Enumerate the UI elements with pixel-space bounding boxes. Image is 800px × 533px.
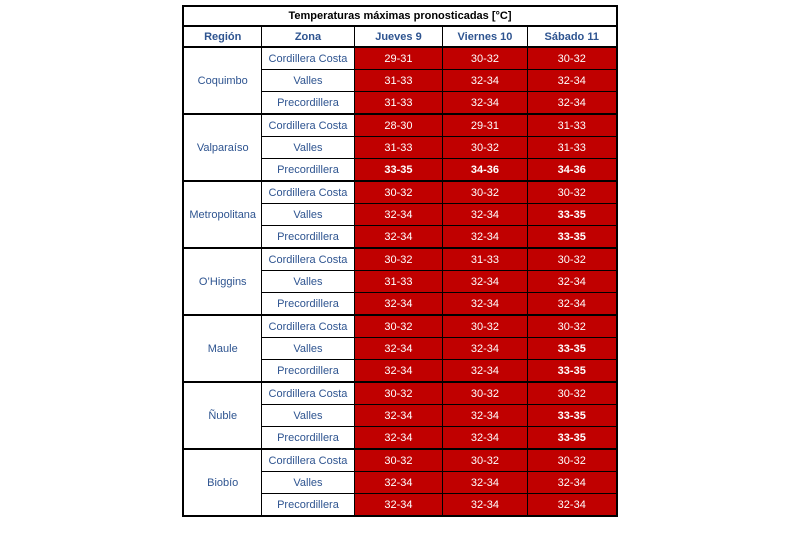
zone-cell: Cordillera Costa xyxy=(261,315,354,338)
temp-cell: 30-32 xyxy=(354,449,442,472)
temp-cell: 30-32 xyxy=(527,181,616,204)
temp-cell: 32-34 xyxy=(354,405,442,427)
temp-cell: 28-30 xyxy=(354,114,442,137)
zone-cell: Valles xyxy=(261,137,354,159)
zone-cell: Cordillera Costa xyxy=(261,47,354,70)
temp-cell: 32-34 xyxy=(442,338,527,360)
zone-cell: Cordillera Costa xyxy=(261,248,354,271)
temp-cell: 32-34 xyxy=(527,472,616,494)
temp-cell: 30-32 xyxy=(442,315,527,338)
temp-cell: 30-32 xyxy=(354,248,442,271)
temp-cell: 32-34 xyxy=(442,226,527,249)
zone-cell: Cordillera Costa xyxy=(261,449,354,472)
region-cell: Ñuble xyxy=(183,382,261,449)
temp-cell: 30-32 xyxy=(527,248,616,271)
region-cell: Biobío xyxy=(183,449,261,516)
temp-cell: 32-34 xyxy=(354,494,442,517)
temp-cell: 32-34 xyxy=(354,472,442,494)
table-row xyxy=(183,47,616,70)
temp-cell: 31-33 xyxy=(527,137,616,159)
temp-cell: 31-33 xyxy=(354,70,442,92)
zone-cell: Precordillera xyxy=(261,360,354,383)
temp-cell: 32-34 xyxy=(442,472,527,494)
region-cell: Metropolitana xyxy=(183,181,261,248)
region-cell: Maule xyxy=(183,315,261,382)
temp-cell: 29-31 xyxy=(442,114,527,137)
temp-cell: 29-31 xyxy=(354,47,442,70)
temp-cell: 32-34 xyxy=(442,204,527,226)
temp-cell: 30-32 xyxy=(527,449,616,472)
temp-cell: 30-32 xyxy=(527,47,616,70)
temp-cell: 32-34 xyxy=(527,494,616,517)
temp-cell: 32-34 xyxy=(442,360,527,383)
temp-cell: 33-35 xyxy=(527,405,616,427)
column-header-viernes10: Viernes 10 xyxy=(442,26,527,47)
temp-cell: 32-34 xyxy=(527,271,616,293)
table-row xyxy=(183,449,616,472)
zone-cell: Precordillera xyxy=(261,494,354,517)
table-row xyxy=(183,181,616,204)
column-header-sabado11: Sábado 11 xyxy=(527,26,616,47)
temp-cell: 33-35 xyxy=(527,204,616,226)
zone-cell: Cordillera Costa xyxy=(261,114,354,137)
temp-cell: 30-32 xyxy=(442,137,527,159)
temp-cell: 32-34 xyxy=(527,92,616,115)
column-header-region: Región xyxy=(183,26,261,47)
zone-cell: Precordillera xyxy=(261,226,354,249)
temp-cell: 32-34 xyxy=(354,293,442,316)
zone-cell: Precordillera xyxy=(261,92,354,115)
temp-cell: 31-33 xyxy=(442,248,527,271)
zone-cell: Precordillera xyxy=(261,293,354,316)
zone-cell: Cordillera Costa xyxy=(261,382,354,405)
zone-cell: Valles xyxy=(261,405,354,427)
temp-cell: 30-32 xyxy=(527,382,616,405)
region-cell: Valparaíso xyxy=(183,114,261,181)
temp-cell: 32-34 xyxy=(354,360,442,383)
temp-cell: 31-33 xyxy=(354,92,442,115)
temp-cell: 33-35 xyxy=(527,338,616,360)
table-row xyxy=(183,315,616,338)
table-row xyxy=(183,382,616,405)
temp-cell: 30-32 xyxy=(442,47,527,70)
table-row xyxy=(183,114,616,137)
table-title-row xyxy=(183,6,616,26)
table-row xyxy=(183,248,616,271)
forecast-table xyxy=(182,5,617,517)
zone-cell: Valles xyxy=(261,70,354,92)
temp-cell: 33-35 xyxy=(354,159,442,182)
temp-cell: 32-34 xyxy=(442,427,527,450)
temp-cell: 32-34 xyxy=(354,204,442,226)
temp-cell: 31-33 xyxy=(354,271,442,293)
zone-cell: Valles xyxy=(261,204,354,226)
temp-cell: 32-34 xyxy=(527,70,616,92)
temp-cell: 33-35 xyxy=(527,427,616,450)
zone-cell: Valles xyxy=(261,472,354,494)
temp-cell: 32-34 xyxy=(354,338,442,360)
temp-cell: 34-36 xyxy=(442,159,527,182)
temp-cell: 30-32 xyxy=(354,382,442,405)
temp-cell: 31-33 xyxy=(527,114,616,137)
zone-cell: Valles xyxy=(261,338,354,360)
temp-cell: 30-32 xyxy=(442,449,527,472)
temp-cell: 34-36 xyxy=(527,159,616,182)
temp-cell: 30-32 xyxy=(354,181,442,204)
temp-cell: 32-34 xyxy=(442,293,527,316)
temp-cell: 31-33 xyxy=(354,137,442,159)
temp-cell: 33-35 xyxy=(527,360,616,383)
column-header-zone: Zona xyxy=(261,26,354,47)
table-title: Temperaturas máximas pronosticadas [°C] xyxy=(183,6,616,26)
temp-cell: 32-34 xyxy=(442,92,527,115)
zone-cell: Valles xyxy=(261,271,354,293)
temp-cell: 32-34 xyxy=(442,70,527,92)
temp-cell: 32-34 xyxy=(442,271,527,293)
temp-cell: 32-34 xyxy=(354,427,442,450)
temp-cell: 32-34 xyxy=(354,226,442,249)
temp-cell: 33-35 xyxy=(527,226,616,249)
temp-cell: 30-32 xyxy=(442,181,527,204)
region-cell: Coquimbo xyxy=(183,47,261,114)
temp-cell: 32-34 xyxy=(527,293,616,316)
zone-cell: Cordillera Costa xyxy=(261,181,354,204)
temp-cell: 30-32 xyxy=(354,315,442,338)
table-header-row xyxy=(183,26,616,47)
temp-cell: 32-34 xyxy=(442,494,527,517)
zone-cell: Precordillera xyxy=(261,159,354,182)
zone-cell: Precordillera xyxy=(261,427,354,450)
temp-cell: 30-32 xyxy=(442,382,527,405)
region-cell: O’Higgins xyxy=(183,248,261,315)
temp-cell: 32-34 xyxy=(442,405,527,427)
temp-cell: 30-32 xyxy=(527,315,616,338)
column-header-jueves9: Jueves 9 xyxy=(354,26,442,47)
